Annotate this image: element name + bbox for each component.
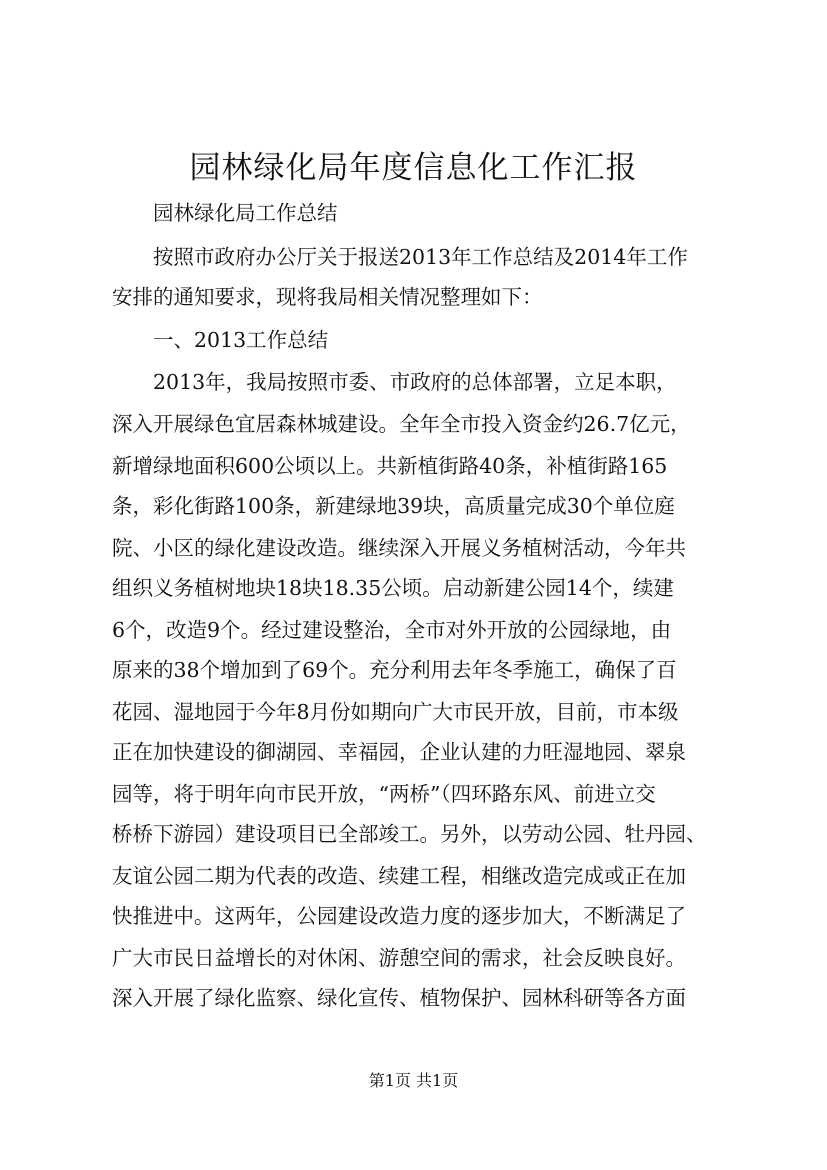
paragraph-line: 条，彩化街路100条，新建绿地39块，高质量完成30个单位庭 xyxy=(112,494,675,518)
paragraph-line: 安排的通知要求，现将我局相关情况整理如下： xyxy=(112,285,543,309)
section-heading: 一、2013工作总结 xyxy=(153,328,329,352)
paragraph-line: 院、小区的绿化建设改造。继续深入开展义务植树活动，今年共 xyxy=(112,536,686,560)
paragraph-line: 广大市民日益增长的对休闲、游憩空间的需求，社会反映良好。 xyxy=(112,946,686,970)
paragraph-line: 深入开展了绿化监察、绿化宣传、植物保护、园林科研等各方面 xyxy=(112,986,686,1010)
subtitle: 园林绿化局工作总结 xyxy=(153,201,338,225)
paragraph-line: 友谊公园二期为代表的改造、续建工程，相继改造完成或正在加 xyxy=(112,864,686,888)
paragraph-line: 深入开展绿色宜居森林城建设。全年全市投入资金约26.7亿元， xyxy=(112,412,691,436)
paragraph-line: 正在加快建设的御湖园、幸福园，企业认建的力旺湿地园、翠泉 xyxy=(112,740,686,764)
paragraph-line: 按照市政府办公厅关于报送2013年工作总结及2014年工作 xyxy=(153,245,688,269)
document-title: 园林绿化局年度信息化工作汇报 xyxy=(189,150,638,186)
paragraph-line: 6个，改造9个。经过建设整治，全市对外开放的公园绿地，由 xyxy=(112,618,672,642)
paragraph-line: 2013年，我局按照市委、市政府的总体部署，立足本职， xyxy=(153,370,677,394)
page-footer: 第1页 共1页 xyxy=(368,1071,459,1090)
paragraph-line: 原来的38个增加到了69个。充分利用去年冬季施工，确保了百 xyxy=(112,658,677,682)
paragraph-line: 新增绿地面积600公顷以上。共新植街路40条，补植街路165 xyxy=(112,454,668,478)
paragraph-line: 桥桥下游园）建设项目已全部竣工。另外，以劳动公园、牡丹园、 xyxy=(112,822,707,846)
paragraph-line: 园等，将于明年向市民开放，“两桥”（四环路东风、前进立交 xyxy=(112,782,656,806)
paragraph-line: 快推进中。这两年，公园建设改造力度的逐步加大，不断满足了 xyxy=(112,904,686,928)
paragraph-line: 组织义务植树地块18块18.35公顷。启动新建公园14个，续建 xyxy=(112,576,674,600)
paragraph-line: 花园、湿地园于今年8月份如期向广大市民开放，目前，市本级 xyxy=(112,700,679,724)
